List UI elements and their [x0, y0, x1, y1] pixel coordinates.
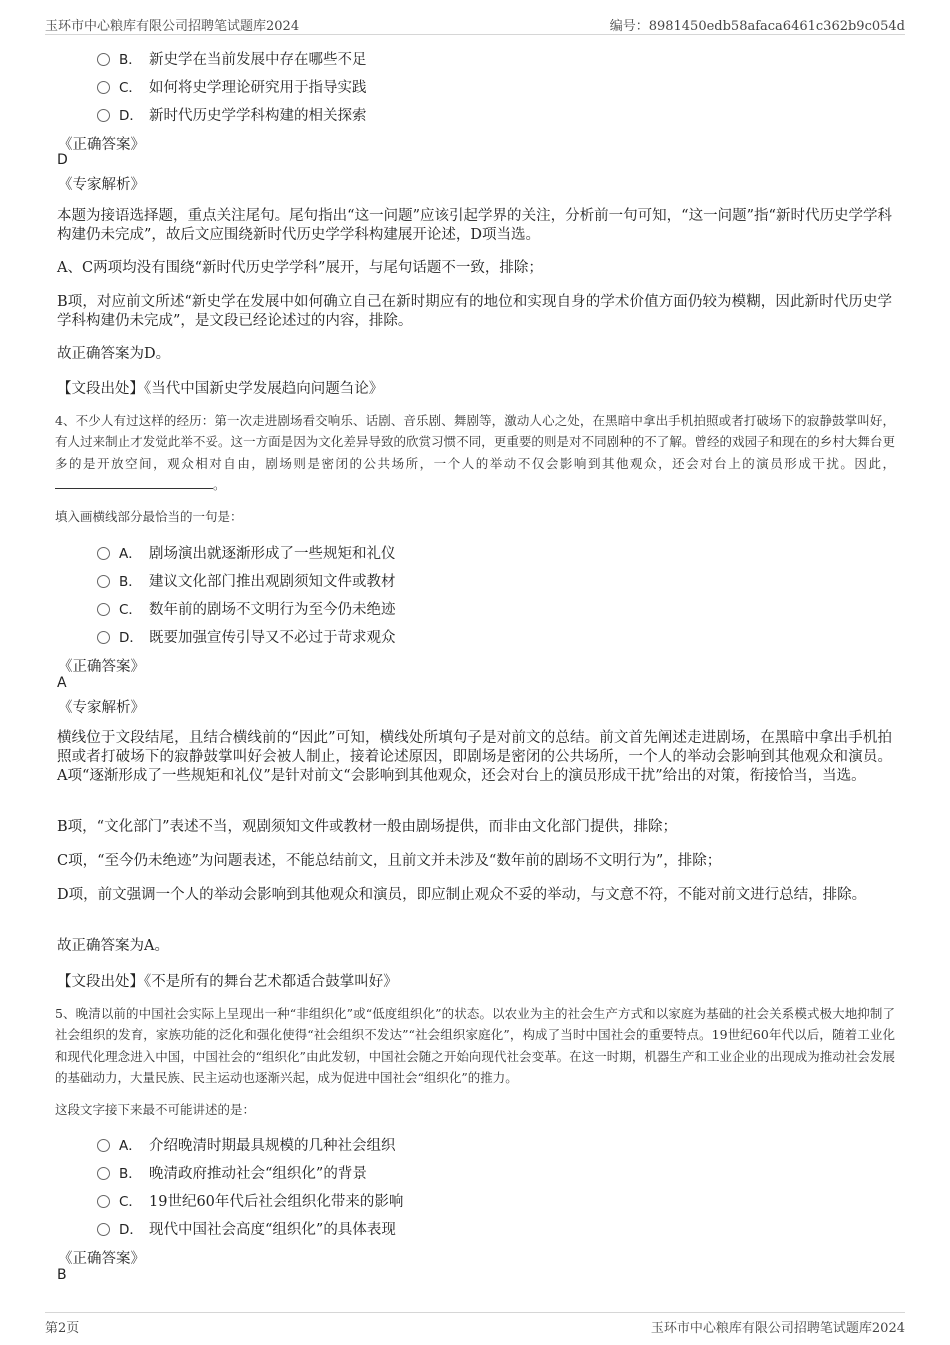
q3-answer: D [57, 152, 68, 168]
q3-option-c[interactable]: C． 如何将史学理论研究用于指导实践 [97, 76, 367, 97]
q4-source: 【文段出处】《不是所有的舞台艺术都适合鼓掌叫好》 [57, 974, 398, 990]
radio-icon[interactable] [97, 53, 110, 66]
q5-option-d[interactable]: D． 现代中国社会高度“组织化”的具体表现 [97, 1218, 396, 1239]
q3-option-d[interactable]: D． 新时代历史学学科构建的相关探索 [97, 104, 367, 125]
q4-analysis-4: D项，前文强调一个人的举动会影响到其他观众和演员，即应制止观众不妥的举动，与文意不符，不能对前文进行总结，排除。 [57, 887, 867, 903]
header-code: 编号：8981450edb58afaca6461c362b9c054d [609, 19, 905, 34]
q4-question: 4、不少人有过这样的经历：第一次走进剧场看交响乐、话剧、音乐剧、舞剧等，激动人心之处，在黑暗中拿出手机拍照或者打破场下的寂静鼓掌叫好，有人过来制止才发觉此举不妥。这一方面是因为文化差异导致的欣赏习惯不同，更重要的则是对不同剧种的不了解。曾经的戏园子和现在的乡村大舞台更多的是开放空间，观众相对自由，剧场则是密闭的公共场所，一个人的举动不仅会影响到其他观众，还会对台上的演员形成干扰。因此，。 [55, 413, 895, 492]
q3-option-b[interactable]: B． 新史学在当前发展中存在哪些不足 [97, 48, 367, 69]
header-title: 玉环市中心粮库有限公司招聘笔试题库2024 [45, 19, 300, 34]
q4-answer: A [57, 675, 67, 691]
q3-analysis-3: B项，对应前文所述“新史学在发展中如何确立自己在新时期应有的地位和实现自身的学术价值方面仍较为模糊，因此新时代历史学学科构建仍未完成”，是文段已经论述过的内容，排除。 [57, 294, 892, 329]
radio-icon[interactable] [97, 1195, 110, 1208]
page-number: 第2页 [45, 1321, 80, 1336]
q5-answer-label: 《正确答案》 [58, 1251, 145, 1267]
q4-analysis-3: C项，“至今仍未绝迹”为问题表述，不能总结前文，且前文并未涉及“数年前的剧场不文明行为”，排除； [57, 853, 722, 869]
q5-option-b[interactable]: B． 晚清政府推动社会“组织化”的背景 [97, 1162, 367, 1183]
q5-option-c[interactable]: C． 19世纪60年代后社会组织化带来的影响 [97, 1190, 403, 1211]
q3-analysis-2: A、C两项均没有围绕“新时代历史学学科”展开，与尾句话题不一致，排除； [57, 260, 543, 276]
q3-analysis-4: 故正确答案为D。 [57, 346, 171, 362]
page-footer [45, 1312, 905, 1337]
q4-option-d[interactable]: D． 既要加强宣传引导又不必过于苛求观众 [97, 626, 396, 647]
page-header [45, 12, 905, 35]
radio-icon[interactable] [97, 1223, 110, 1236]
q3-answer-label: 《正确答案》 [58, 137, 145, 153]
q3-analysis-1: 本题为接语选择题，重点关注尾句。尾句指出“这一问题”应该引起学界的关注，分析前一句可知，“这一问题”指“新时代历史学学科构建仍未完成”，故后文应围绕新时代历史学学科构建展开论述，D项当选。 [57, 208, 892, 243]
radio-icon[interactable] [97, 1167, 110, 1180]
q4-analysis-2: B项，“文化部门”表述不当，观剧须知文件或教材一般由剧场提供，而非由文化部门提供，排除； [57, 819, 677, 835]
q3-source: 【文段出处】《当代中国新史学发展趋向问题刍论》 [57, 381, 384, 397]
q5-answer: B [57, 1267, 67, 1283]
q5-question: 5、晚清以前的中国社会实际上呈现出一种“非组织化”或“低度组织化”的状态。以农业为主的社会生产方式和以家庭为基础的社会关系模式极大地抑制了社会组织的发育，家族功能的泛化和强化使得“社会组织不发达”“社会组织家庭化”，构成了当时中国社会的重要特点。19世纪60年代以后，随着工业化和现代化理念进入中国，中国社会的“组织化”由此发轫，中国社会随之开始向现代社会变革。在这一时期，机器生产和工业企业的出现成为推动社会发展的基础动力，大量民族、民主运动也逐渐兴起，成为促进中国社会“组织化”的推力。 [55, 1006, 895, 1085]
q5-prompt: 这段文字接下来最不可能讲述的是： [55, 1102, 256, 1117]
q5-option-a[interactable]: A． 介绍晚清时期最具规模的几种社会组织 [97, 1134, 396, 1155]
q4-analysis-5: 故正确答案为A。 [57, 938, 169, 954]
q3-analysis-label: 《专家解析》 [58, 177, 145, 193]
q4-option-a[interactable]: A． 剧场演出就逐渐形成了一些规矩和礼仪 [97, 542, 396, 563]
radio-icon[interactable] [97, 109, 110, 122]
fill-blank [55, 476, 213, 489]
radio-icon[interactable] [97, 81, 110, 94]
footer-title: 玉环市中心粮库有限公司招聘笔试题库2024 [650, 1321, 905, 1336]
q4-option-c[interactable]: C． 数年前的剧场不文明行为至今仍未绝迹 [97, 598, 396, 619]
radio-icon[interactable] [97, 1139, 110, 1152]
q4-analysis-label: 《专家解析》 [58, 700, 145, 716]
radio-icon[interactable] [97, 547, 110, 560]
radio-icon[interactable] [97, 603, 110, 616]
q4-answer-label: 《正确答案》 [58, 659, 145, 675]
q4-analysis-1: 横线位于文段结尾，且结合横线前的“因此”可知，横线处所填句子是对前文的总结。前文首先阐述走进剧场，在黑暗中拿出手机拍照或者打破场下的寂静鼓掌叫好会被人制止，接着论述原因，即剧场是密闭的公共场所，一个人的举动会影响到其他观众和演员。A项“逐渐形成了一些规矩和礼仪”是针对前文“会影响到其他观众，还会对台上的演员形成干扰”给出的对策，衔接恰当，当选。 [57, 730, 892, 784]
q4-prompt: 填入画横线部分最恰当的一句是： [55, 509, 243, 524]
radio-icon[interactable] [97, 631, 110, 644]
q4-option-b[interactable]: B． 建议文化部门推出观剧须知文件或教材 [97, 570, 396, 591]
radio-icon[interactable] [97, 575, 110, 588]
